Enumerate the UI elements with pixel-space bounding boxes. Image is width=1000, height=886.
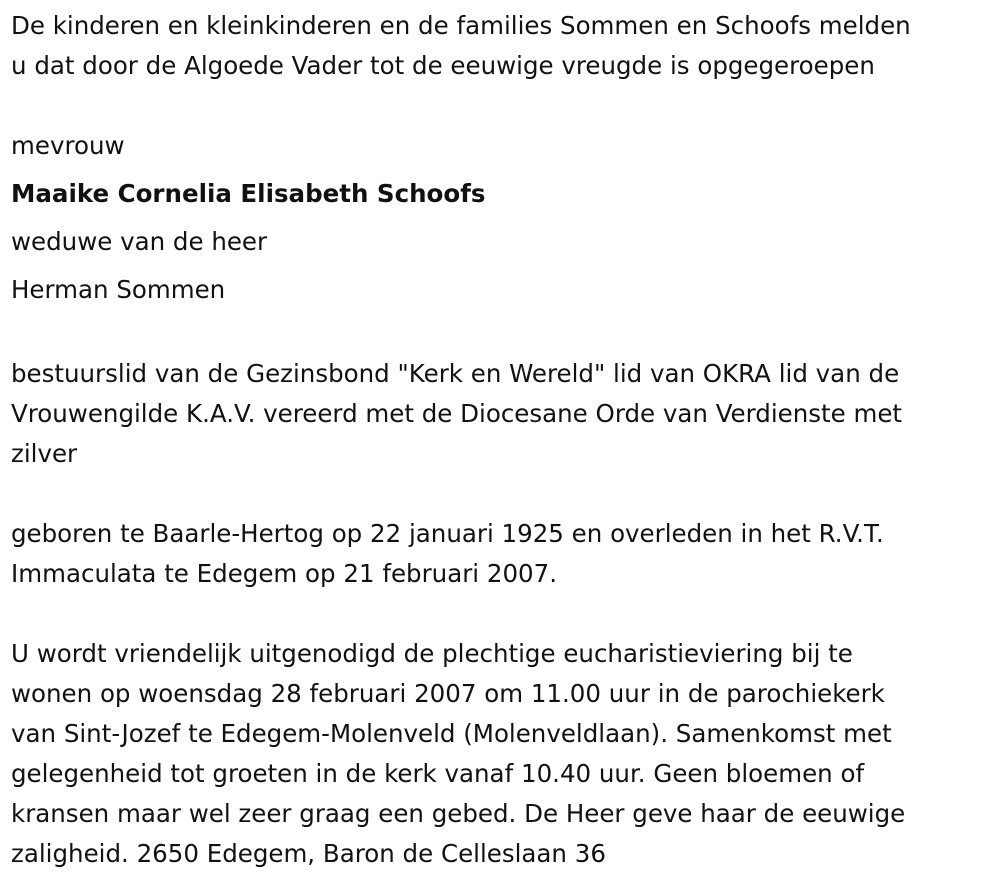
obituary-document <box>11 6 991 874</box>
honorific: mevrouw <box>11 131 125 160</box>
spouse-name: Herman Sommen <box>11 275 226 304</box>
intro-paragraph: De kinderen en kleinkinderen en de families Sommen en Schoofs melden u dat door de Algoede Vader tot de eeuwige vreugde is opgegeroepen <box>11 11 911 80</box>
affiliations-paragraph: bestuurslid van de Gezinsbond "Kerk en Wereld" lid van OKRA lid van de Vrouwengilde K.A.V. vereerd met de Diocesane Orde van Verdienste met zilver <box>11 359 903 468</box>
deceased-name: Maaike Cornelia Elisabeth Schoofs <box>11 179 486 208</box>
service-paragraph: U wordt vriendelijk uitgenodigd de plechtige eucharistieviering bij te wonen op woensdag 28 februari 2007 om 11.00 uur in de parochiekerk van Sint-Jozef te Edegem-Molenveld (Molenveldlaan). Samenkomst met gelegenheid tot groeten in de kerk vanaf 10.40 uur. Geen bloemen of kransen maar wel zeer graag een gebed. De Heer geve haar de eeuwige zaligheid. 2650 Edegem, Baron de Celleslaan 36 <box>11 639 906 868</box>
birth-death-paragraph: geboren te Baarle-Hertog op 22 januari 1925 en overleden in het R.V.T. Immaculata te Edegem op 21 februari 2007. <box>11 519 884 588</box>
relation-text: weduwe van de heer <box>11 227 268 256</box>
